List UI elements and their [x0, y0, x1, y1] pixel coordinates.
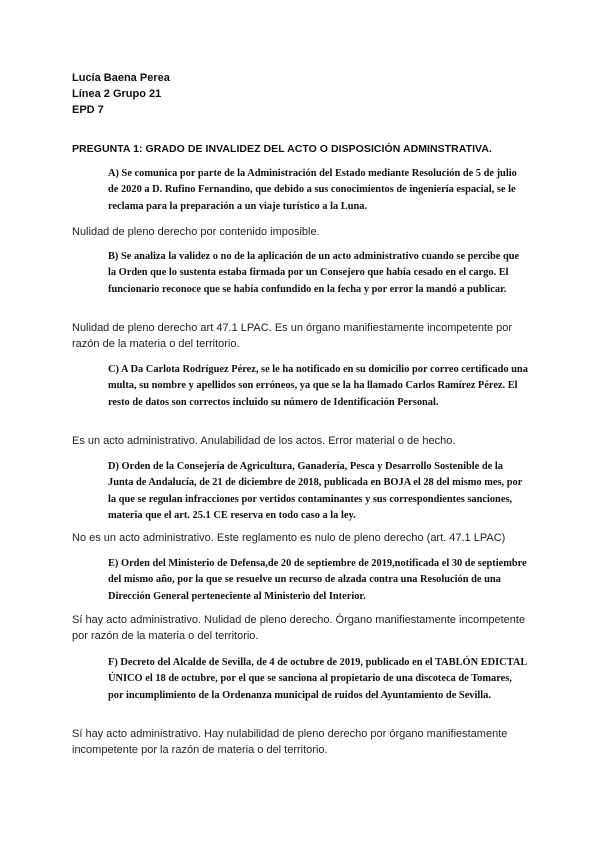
question-c: C) A Da Carlota Rodríguez Pérez, se le ha notificado en su domicilio por correo certificado una multa, su nombre y apellidos son erróneos, ya que se la ha llamado Carlos Ramírez Pérez. El resto de datos son correctos incluido su número de Identificación Personal. — [108, 364, 528, 408]
author-group: Línea 2 Grupo 21 — [72, 88, 162, 100]
answer-a: Nulidad de pleno derecho por contenido imposible. — [72, 226, 320, 238]
answer-d: No es un acto administrativo. Este reglamento es nulo de pleno derecho (art. 47.1 LPAC) — [72, 532, 506, 544]
answer-f: Sí hay acto administrativo. Hay nulabilidad de pleno derecho por órgano manifiestamente incompetente por la razón de materia o del territorio. — [72, 728, 508, 756]
question-f: F) Decreto del Alcalde de Sevilla, de 4 de octubre de 2019, publicado en el TABLÓN EDICTAL ÚNICO el 18 de octubre, por el que se sanciona al propietario de una discoteca de Tomares, por incumplimiento de la Ordenanza municipal de ruidos del Ayuntamiento de Sevilla. — [108, 657, 527, 701]
answer-b: Nulidad de pleno derecho art 47.1 LPAC. Es un órgano manifiestamente incompetente por razón de la materia o del territorio. — [72, 322, 513, 350]
author-name: Lucía Baena Perea — [72, 72, 170, 84]
question-e: E) Orden del Ministerio de Defensa,de 20 de septiembre de 2019,notificada el 30 de septiembre del mismo año, por la que se resuelve un recurso de alzada contra una Resolución de una Dirección General perteneciente al Ministerio del Interior. — [108, 558, 527, 602]
question-b: B) Se analiza la validez o no de la aplicación de un acto administrativo cuando se percibe que la Orden que lo sustenta estaba firmada por un Consejero que había cesado en el cargo. El funcionario reconoce que se había confundido en la fecha y por error la mandó a publicar. — [108, 251, 520, 295]
epd-label: EPD 7 — [72, 104, 104, 116]
question-d: D) Orden de la Consejería de Agricultura, Ganadería, Pesca y Desarrollo Sostenible de la Junta de Andalucía, de 21 de diciembre de 2018, publicada en BOJA el 28 del mismo mes, por la que se regulan infracciones por vertidos contaminantes y sus correspondientes sanciones, materia que el art. 25.1 CE reserva en todo caso a la ley. — [108, 461, 523, 522]
answer-c: Es un acto administrativo. Anulabilidad de los actos. Error material o de hecho. — [72, 435, 456, 447]
answer-e: Sí hay acto administrativo. Nulidad de pleno derecho. Órgano manifiestamente incompetente por razón de la materia o del territorio. — [72, 614, 526, 642]
question-heading: PREGUNTA 1: GRADO DE INVALIDEZ DEL ACTO O DISPOSICIÓN ADMINSTRATIVA. — [72, 143, 492, 155]
question-a: A) Se comunica por parte de la Administración del Estado mediante Resolución de 5 de julio de 2020 a D. Rufino Fernandino, que debido a sus conocimientos de ingeniería espacial, se le reclama para la preparación a un viaje turístico a la Luna. — [108, 168, 517, 212]
